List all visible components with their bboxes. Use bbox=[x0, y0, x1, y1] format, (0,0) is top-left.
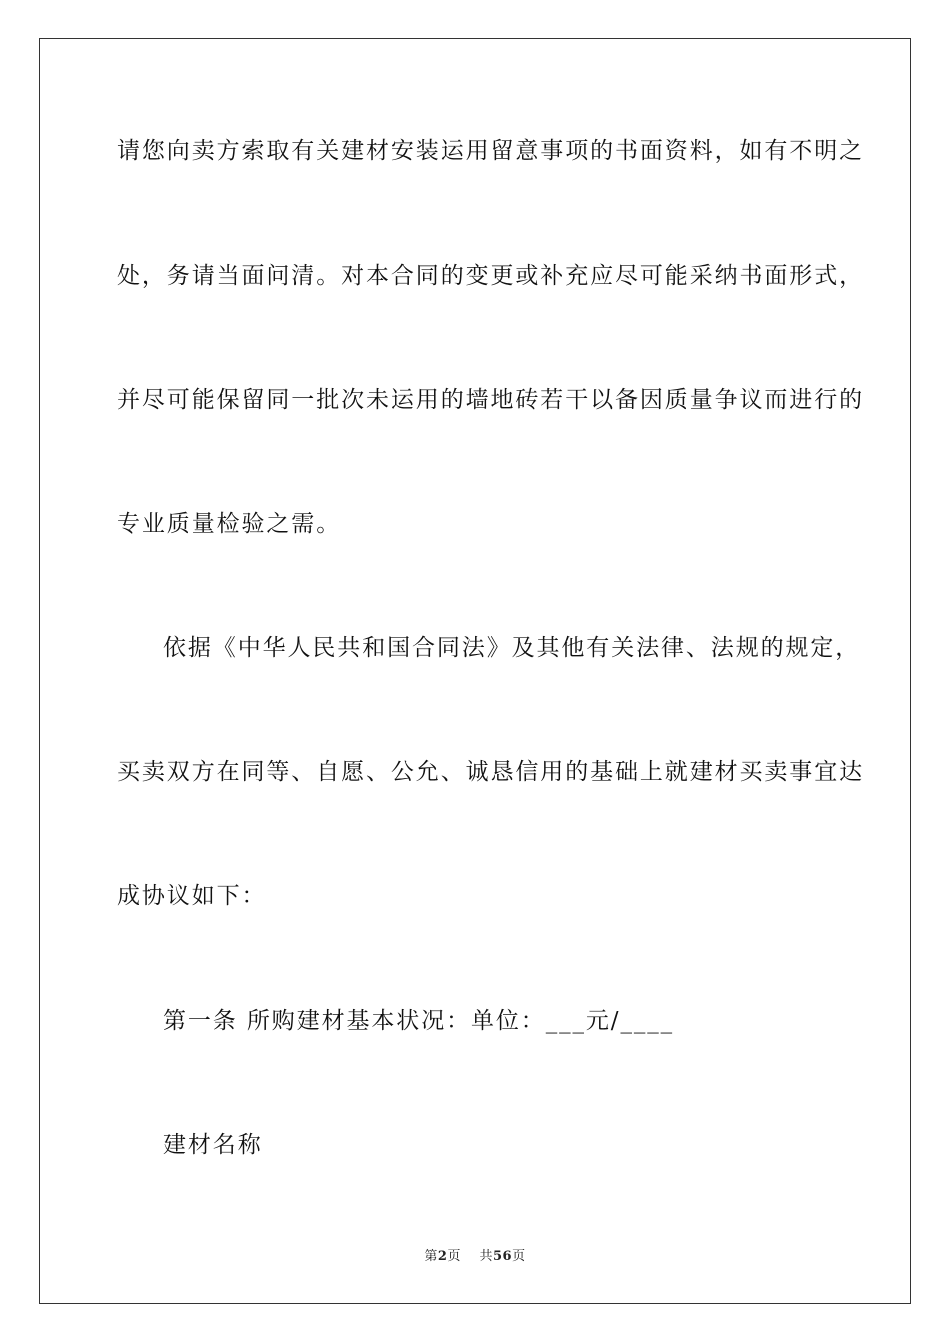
body-text-line: 请您向卖方索取有关建材安装运用留意事项的书面资料，如有不明之 bbox=[117, 138, 864, 164]
body-text-line: 成协议如下： bbox=[117, 883, 267, 909]
page-current: 2 bbox=[437, 1249, 448, 1264]
page-total: 56 bbox=[493, 1249, 513, 1264]
body-text-line: 依据《中华人民共和国合同法》及其他有关法律、法规的规定， bbox=[163, 635, 861, 661]
body-text-line: 处，务请当面问清。对本合同的变更或补充应尽可能采纳书面形式， bbox=[117, 263, 864, 289]
page-footer bbox=[0, 1248, 950, 1266]
body-text-line: 建材名称 bbox=[163, 1132, 263, 1158]
total-suffix: 页 bbox=[512, 1249, 526, 1264]
body-text-line: 并尽可能保留同一批次未运用的墙地砖若干以备因质量争议而进行的 bbox=[117, 387, 864, 413]
page-suffix: 页 bbox=[447, 1249, 461, 1264]
article-heading-line: 第一条 所购建材基本状况：单位：___元/____ bbox=[163, 1008, 675, 1034]
page-border bbox=[39, 38, 911, 1304]
body-text-line: 专业质量检验之需。 bbox=[117, 511, 342, 537]
page-prefix: 第 bbox=[424, 1249, 438, 1264]
total-prefix: 共 bbox=[479, 1249, 493, 1264]
body-text-line: 买卖双方在同等、自愿、公允、诚恳信用的基础上就建材买卖事宜达 bbox=[117, 759, 864, 785]
